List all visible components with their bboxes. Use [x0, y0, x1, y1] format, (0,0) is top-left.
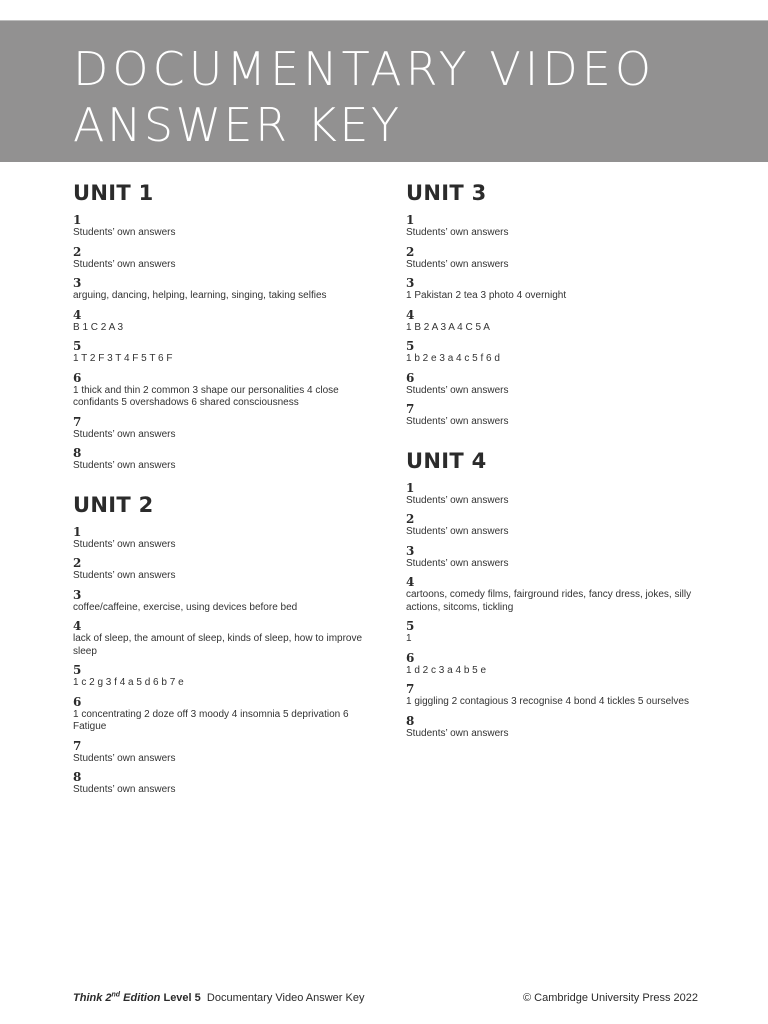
question-number: 6 — [73, 370, 82, 385]
answer-item — [73, 525, 383, 552]
answer-text: 1 T 2 F 3 T 4 F 5 T 6 F — [73, 353, 173, 364]
question-number: 5 — [73, 663, 82, 677]
question-number: 7 — [406, 682, 415, 696]
answer-item — [406, 481, 726, 508]
question-number: 1 — [73, 524, 82, 539]
answer-text: cartoons, comedy films, fairground rides, fancy dress, jokes, silly actions, sitcoms, tickling — [406, 589, 692, 613]
answer-text: 1 thick and thin 2 common 3 shape our personalities 4 close confidants 5 overshadows 6 shared consciousness — [73, 384, 339, 408]
answer-text: 1 giggling 2 contagious 3 recognise 4 bond 4 tickles 5 ourselves — [406, 696, 689, 707]
question-number: 8 — [73, 446, 82, 460]
answer-text: Students’ own answers — [73, 570, 176, 581]
footer-copyright: © Cambridge University Press 2022 — [523, 992, 699, 1004]
answer-item — [73, 213, 383, 240]
answer-text: Students’ own answers — [406, 494, 509, 506]
answer-item — [73, 308, 383, 335]
answer-text: 1 Pakistan 2 tea 3 photo 4 overnight — [406, 290, 567, 301]
unit-2-section — [73, 492, 383, 797]
answer-item — [406, 544, 726, 571]
footer-level: Level 5 — [163, 992, 201, 1004]
question-number: 6 — [73, 694, 82, 709]
question-number: 8 — [73, 770, 82, 784]
footer-book-info — [73, 991, 364, 1005]
question-number: 3 — [406, 276, 415, 290]
question-number: 1 — [406, 480, 415, 495]
question-number: 5 — [406, 619, 415, 633]
question-number: 2 — [73, 556, 82, 570]
answer-text: 1 concentrating 2 doze off 3 moody 4 insomnia 5 deprivation 6 Fatigue — [73, 708, 349, 732]
left-column — [73, 180, 383, 802]
answer-item — [406, 402, 726, 429]
answer-text: Students’ own answers — [73, 258, 176, 270]
question-number: 3 — [73, 587, 82, 602]
answer-text: Students’ own answers — [73, 784, 176, 795]
answer-item — [73, 619, 383, 658]
question-number: 7 — [406, 402, 415, 416]
answer-item — [406, 276, 726, 303]
question-number: 3 — [406, 543, 415, 558]
right-column — [406, 180, 726, 745]
answer-text: 1 B 2 A 3 A 4 C 5 A — [406, 321, 490, 333]
unit-3-section — [406, 180, 726, 429]
answer-item — [406, 245, 726, 272]
answer-item — [73, 446, 383, 473]
answer-item — [73, 556, 383, 583]
answer-text: Students’ own answers — [406, 227, 509, 238]
answer-text: Students’ own answers — [73, 227, 176, 238]
answer-item — [406, 512, 726, 539]
answer-item — [73, 371, 383, 410]
answer-item — [73, 276, 383, 303]
unit-4-section — [406, 448, 726, 741]
answer-text: Students’ own answers — [73, 752, 176, 764]
footer-book-title: Think 2 — [73, 992, 112, 1004]
question-number: 2 — [73, 244, 82, 259]
answer-text: Students’ own answers — [406, 258, 509, 270]
answer-item — [406, 371, 726, 398]
answer-item — [73, 339, 383, 366]
question-number: 1 — [73, 213, 82, 227]
answer-item — [406, 575, 726, 614]
answer-text: Students’ own answers — [73, 460, 176, 471]
answer-text: Students’ own answers — [406, 416, 509, 427]
answer-text: Students’ own answers — [406, 384, 509, 396]
answer-text: Students’ own answers — [73, 428, 176, 440]
answer-item — [73, 770, 383, 797]
answer-item — [406, 213, 726, 240]
question-number: 4 — [73, 619, 82, 633]
answer-text: Students’ own answers — [406, 526, 509, 537]
answer-item — [73, 695, 383, 734]
question-number: 4 — [406, 307, 415, 322]
question-number: 5 — [73, 339, 82, 353]
unit-heading: UNIT 3 — [406, 181, 487, 205]
answer-text: arguing, dancing, helping, learning, singing, taking selfies — [73, 290, 327, 301]
unit-1-section — [73, 180, 383, 473]
answer-text: Students’ own answers — [406, 727, 509, 739]
answer-text: coffee/caffeine, exercise, using devices before bed — [73, 601, 298, 613]
question-number: 5 — [406, 339, 415, 353]
question-number: 7 — [73, 414, 82, 429]
answer-item — [406, 308, 726, 335]
answer-text: lack of sleep, the amount of sleep, kinds of sleep, how to improve sleep — [73, 633, 363, 657]
question-number: 8 — [406, 713, 415, 728]
answer-item — [406, 714, 726, 741]
question-number: 2 — [406, 512, 415, 526]
footer-edition-word: Edition — [120, 992, 161, 1004]
answer-item — [73, 588, 383, 615]
answer-text: Students’ own answers — [73, 538, 176, 550]
answer-item — [406, 339, 726, 366]
answer-item — [73, 739, 383, 766]
unit-heading: UNIT 2 — [73, 492, 154, 517]
question-number: 4 — [73, 307, 82, 322]
question-number: 6 — [406, 650, 415, 665]
answer-item — [406, 682, 726, 709]
footer-doc-title: Documentary Video Answer Key — [206, 992, 365, 1004]
answer-item — [73, 245, 383, 272]
question-number: 7 — [73, 738, 82, 753]
unit-heading: UNIT 1 — [73, 181, 154, 205]
answer-text: 1 — [406, 633, 412, 644]
answer-item — [406, 619, 726, 646]
question-number: 4 — [406, 575, 415, 589]
question-number: 6 — [406, 370, 415, 385]
answer-item — [73, 663, 383, 690]
page-title-line-1: DOCUMENTARY VIDEO — [73, 42, 656, 96]
answer-item — [73, 415, 383, 442]
answer-item — [406, 651, 726, 678]
answer-text: B 1 C 2 A 3 — [73, 321, 124, 333]
unit-heading: UNIT 4 — [406, 448, 487, 473]
answer-text: 1 c 2 g 3 f 4 a 5 d 6 b 7 e — [73, 677, 184, 688]
footer-edition-sup: nd — [111, 991, 121, 999]
question-number: 3 — [73, 276, 82, 290]
answer-text: Students’ own answers — [406, 557, 509, 569]
question-number: 2 — [406, 244, 415, 259]
answer-text: 1 d 2 c 3 a 4 b 5 e — [406, 664, 487, 676]
page-title-line-2: ANSWER KEY — [73, 98, 402, 152]
answer-text: 1 b 2 e 3 a 4 c 5 f 6 d — [406, 353, 500, 364]
question-number: 1 — [406, 213, 415, 227]
